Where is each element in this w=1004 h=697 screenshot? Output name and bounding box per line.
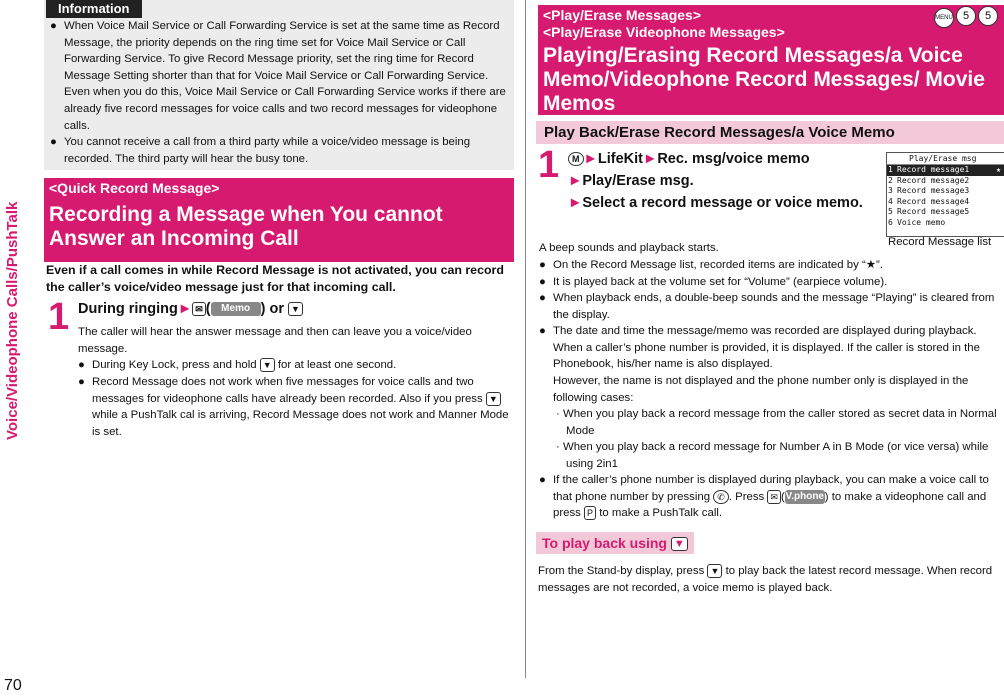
- play-case-2: · When you play back a record message for Number A in B Mode (or vice versa) while using 2in1: [556, 441, 989, 470]
- vphone-softkey-icon: V.phone: [785, 490, 824, 502]
- screen-title: Play/Erase msg: [887, 153, 1004, 165]
- mail-key-icon: ✉: [767, 490, 781, 504]
- screen-row: 4 Record message4: [888, 196, 970, 206]
- info-bullet: ● You cannot receive a call from a third party while a voice/video message is being recorded. The third party will hear the busy tone.: [50, 136, 471, 165]
- screen-row: 6 Voice memo: [888, 217, 946, 227]
- record-message-list-screen: [886, 152, 1004, 237]
- quick-bullet: ● Record Message does not work when five messages for voice calls and two messages for videophone calls have already been recorded. Also if you press ▼ while a PushTalk cal is arriving, Record Message does not work and Manner Mode is set.: [78, 376, 509, 438]
- screen-row: 5 Record message5: [888, 207, 970, 216]
- menu-key-icon: M: [568, 152, 584, 166]
- side-tab-label: Voice/Videophone Calls/PushTalk: [4, 201, 21, 440]
- side-tab: [0, 0, 30, 560]
- screen-caption: Record Message list: [888, 236, 992, 248]
- play-however: However, the name is not displayed and the phone number only is displayed in the following cases:: [553, 375, 969, 404]
- play-body: A beep sounds and playback starts.: [539, 242, 719, 254]
- quick-record-lead: Even if a call comes in while Record Message is not activated, you can record the caller’s voice/video message just for that incoming call.: [46, 263, 504, 294]
- down-key-icon: ▼: [486, 392, 501, 406]
- menu-shortcut: MENU 5 5: [932, 6, 998, 28]
- down-key-icon: ▼: [260, 358, 275, 372]
- information-label: Information: [46, 0, 142, 18]
- down-key-icon: ▼: [288, 302, 303, 316]
- play-erase-title: Playing/Erasing Record Messages/a Voice Memo/Videophone Record Messages/ Movie Memos: [543, 44, 985, 115]
- quick-bullet: ● During Key Lock, press and hold ▼ for at least one second.: [78, 359, 397, 371]
- screen-row: 3 Record message3: [888, 186, 970, 195]
- quick-body: The caller will hear the answer message and then can leave you a voice/video message.: [78, 326, 472, 355]
- play-erase-subtitle-1: <Play/Erase Messages>: [543, 7, 702, 23]
- play-step-title: M ►LifeKit►Rec. msg/voice memo ►Play/Erase msg. ►Select a record message or voice memo.: [568, 151, 863, 211]
- step-number: 1: [538, 144, 560, 186]
- page-number: 70: [4, 677, 22, 694]
- menu-key-icon: MENU: [934, 8, 954, 28]
- quick-record-heading: [44, 178, 514, 262]
- step-number: 1: [48, 296, 70, 338]
- play-final: From the Stand-by display, press ▼ to play back the latest record message. When record messages are not recorded, a voice memo is played back.: [538, 565, 993, 594]
- play-bullet: ● It is played back at the volume set for “Volume” (earpiece volume).: [539, 276, 888, 288]
- play-bullet: ● If the caller’s phone number is displayed during playback, you can make a voice call to that phone number by pressing ✆ . Press ✉ (V.phone) to make a videophone call and press P to make a PushTalk call.: [539, 474, 989, 520]
- play-using-subhead: To play back using ▼: [536, 532, 694, 554]
- play-case-1: · When you play back a record message from the caller stored as secret data in Normal Mode: [556, 408, 997, 437]
- play-bullet: ● When playback ends, a double-beep sounds and the message “Playing” is cleared from the display.: [539, 292, 995, 321]
- call-key-icon: ✆: [713, 490, 729, 504]
- quick-record-subtitle: <Quick Record Message>: [49, 180, 220, 196]
- column-divider: [525, 0, 526, 678]
- quick-record-title: Recording a Message when You cannot Answer an Incoming Call: [49, 203, 443, 250]
- memo-softkey-icon: Memo: [211, 302, 261, 316]
- mail-key-icon: ✉: [192, 302, 206, 316]
- down-key-icon: ▼: [671, 537, 688, 551]
- quick-step-title: During ringing► ✉ ( Memo ) or ▼: [78, 298, 518, 320]
- play-bullet: ● On the Record Message list, recorded items are indicated by “★”.: [539, 259, 883, 271]
- play-bullet: ● The date and time the message/memo was recorded are displayed during playback. When a caller’s phone number is provided, it is displayed. If the caller is stored in the Phonebook, his/her name is also displayed.: [539, 325, 980, 371]
- screen-row: 2 Record message2: [888, 175, 970, 185]
- play-subhead: Play Back/Erase Record Messages/a Voice Memo: [536, 121, 1004, 144]
- screen-row: 1 Record message1 ★: [887, 165, 1004, 176]
- play-erase-subtitle-2: <Play/Erase Videophone Messages>: [543, 24, 785, 40]
- down-key-icon: ▼: [707, 564, 722, 578]
- info-bullet: ● When Voice Mail Service or Call Forwarding Service is set at the same time as Record Message, the priority depends on the ring time set for Voice Mail Service or Call Forwarding Service. To give Record Message priority, set the ring time for Record Message Setting shorter than that for Voice Mail Service or Call Forwarding Service. Even when you do this, Voice Mail Service or Call Forwarding Service works if there are already five record messages for voice calls and two record messages for videophone calls.: [50, 20, 506, 132]
- pushtalk-key-icon: P: [584, 506, 596, 520]
